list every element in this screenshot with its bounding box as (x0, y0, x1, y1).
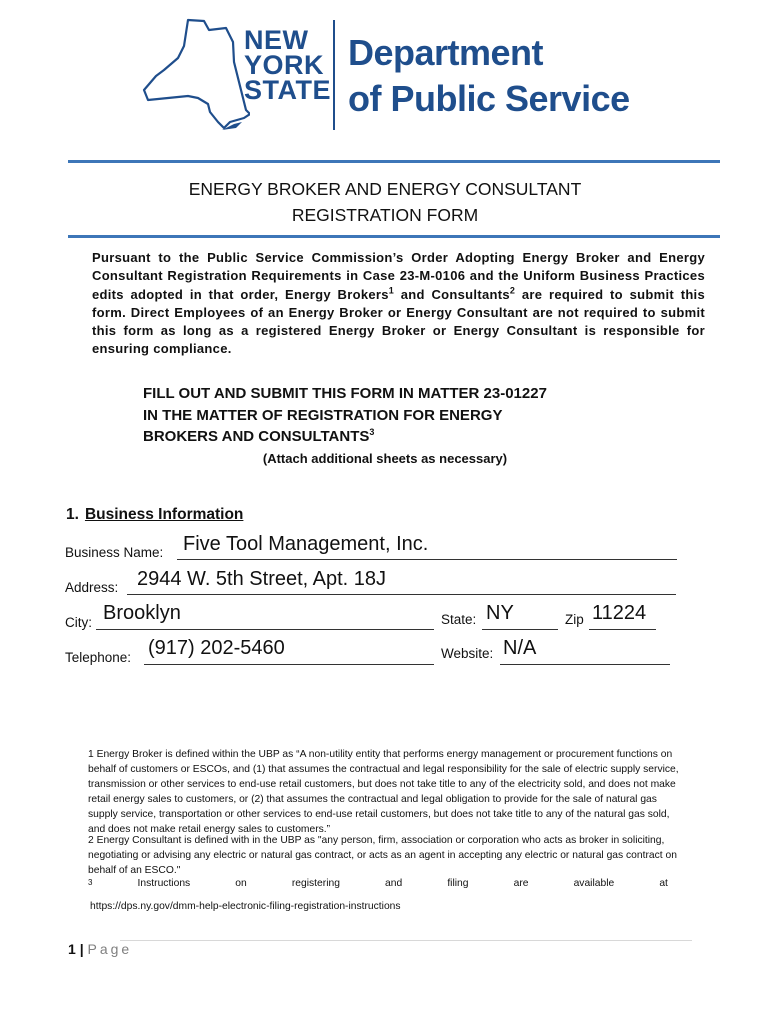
business-name-underline (177, 559, 677, 560)
business-name-field[interactable]: Five Tool Management, Inc. (183, 533, 429, 555)
footnote-3 (88, 878, 668, 889)
intro-paragraph (92, 249, 705, 359)
submission-instruction (143, 383, 547, 448)
telephone-underline (144, 664, 434, 665)
page-separator: | (79, 941, 84, 957)
business-name-label: Business Name: (65, 545, 164, 560)
website-label: Website: (441, 646, 494, 661)
footnote-3-word: are (513, 878, 529, 889)
section-heading (66, 506, 243, 524)
form-title-line-2: REGISTRATION FORM (291, 205, 479, 225)
city-field[interactable]: Brooklyn (103, 602, 181, 624)
city-underline (96, 629, 434, 630)
footnote-3-word: filing (447, 878, 469, 889)
intro-text-a: Pursuant to the Public Service Commission’s Order Adopting Energy Broker and Energy Consultant Registration Requirements in Case 23-M-0106 and the Uniform Business Practices edits adopted in that order, Energy Brokers (92, 250, 705, 302)
footnote-ref-1: 1 (388, 285, 395, 296)
telephone-label: Telephone: (65, 650, 132, 665)
telephone-field[interactable]: (917) 202-5460 (148, 637, 285, 659)
fill-line-3: BROKERS AND CONSULTANTS (143, 428, 370, 445)
department-name (348, 30, 630, 122)
logo-line-york: YORK (244, 50, 325, 80)
form-title (0, 176, 770, 228)
dept-line-1: Department (348, 32, 544, 73)
zip-label: Zip (565, 612, 584, 627)
zip-underline (589, 629, 656, 630)
logo-divider (333, 20, 335, 130)
zip-field[interactable]: 11224 (592, 602, 647, 624)
state-underline (482, 629, 558, 630)
logo-line-state: STATE (244, 75, 331, 105)
form-title-line-1: ENERGY BROKER AND ENERGY CONSULTANT (188, 179, 582, 199)
new-york-state-map-logo (138, 18, 250, 132)
footnote-3-word: on (235, 878, 247, 889)
website-field[interactable]: N/A (503, 637, 537, 659)
address-underline (127, 594, 676, 595)
page-word: Page (87, 941, 133, 957)
footnote-ref-3: 3 (369, 427, 375, 437)
city-label: City: (65, 615, 92, 630)
state-label: State: (441, 612, 477, 627)
intro-text-c: are required to submit this form. Direct Employees of an Energy Broker or Energy Consultant are not required to submit this form as long as a registered Energy Broker or Energy Consultant is responsible for ensuring compliance. (92, 286, 705, 357)
fill-line-2: IN THE MATTER OF REGISTRATION FOR ENERGY (143, 406, 503, 424)
address-field[interactable]: 2944 W. 5th Street, Apt. 18J (137, 568, 387, 590)
attach-note: (Attach additional sheets as necessary) (262, 451, 508, 466)
address-label: Address: (65, 580, 119, 595)
footnote-3-word: available (573, 878, 615, 889)
page-number: 1 (68, 941, 76, 957)
page-footer-rule (120, 940, 692, 941)
dept-line-2: of Public Service (348, 78, 630, 119)
intro-text-b: and Consultants (394, 286, 510, 302)
state-field[interactable]: NY (486, 602, 514, 624)
section-title: Business Information (84, 506, 244, 523)
footnote-1: 1 Energy Broker is defined within the UBP as “A non-utility entity that performs energy management or procurement functions on behalf of customers or ESCOs, and (1) that assumes the contractual and legal responsibility for the sale of electric supply service, transmission or other services to end-use retail customers, but does not take title to any of the electricity sold, and does not make retail energy sales to customers, or (2) that assumes the contractual and legal obligation to provide for the sale of natural gas supply service, transportation or other services to end-use retail customers, but does not take title to any of the natural gas sold, and does not make retail energy sales to customers.” (88, 749, 679, 835)
footnote-3-word: Instructions (137, 878, 191, 889)
logo-line-new: NEW (244, 25, 309, 55)
logo-wordmark (244, 25, 331, 105)
footnote-ref-2: 2 (509, 285, 516, 296)
footnote-3-word: registering (291, 878, 340, 889)
website-underline (500, 664, 670, 665)
section-number: 1. (66, 506, 79, 523)
footnote-3-word: at (659, 878, 668, 889)
title-rule (68, 235, 720, 238)
page-footer (68, 941, 132, 957)
fill-line-1: FILL OUT AND SUBMIT THIS FORM IN MATTER 23-01227 (143, 385, 547, 402)
footnote-3-word: and (385, 878, 403, 889)
instructions-link[interactable]: https://dps.ny.gov/dmm-help-electronic-filing-registration-instructions (90, 901, 401, 912)
header-rule (68, 160, 720, 163)
footnote-2: 2 Energy Consultant is defined with in the UBP as "any person, firm, association or corporation who acts as broker in soliciting, negotiating or advising any electric or natural gas contract, or acts as an agent in accepting any electric or natural gas contract on behalf of an ESCO." (88, 835, 677, 876)
footnote-3-number: 3 (88, 878, 93, 887)
